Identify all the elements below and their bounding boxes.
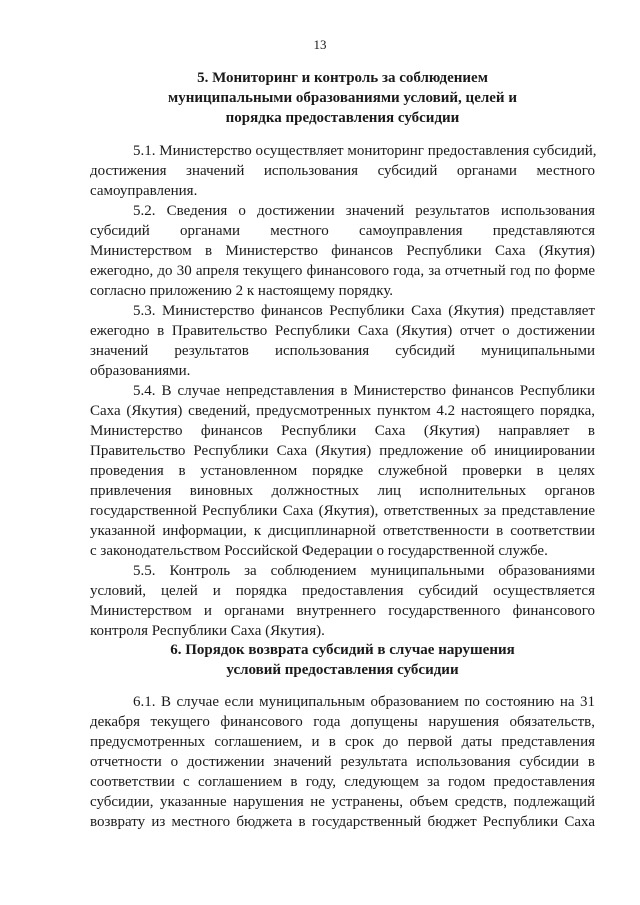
section-5-body — [90, 141, 595, 641]
paragraph-line: отчетности о достижении значений результата использования субсидии в — [90, 754, 595, 770]
paragraph-line: значений результатов использования субсидий муниципальными — [90, 343, 595, 359]
heading-line: 6. Порядок возврата субсидий в случае нарушения — [170, 642, 515, 658]
paragraph-line: соответствии с соглашением в году, следующем за годом предоставления — [90, 774, 595, 790]
paragraph-line: образованиями. — [90, 363, 191, 379]
paragraph-line: 5.3. Министерство финансов Республики Саха (Якутия) представляет — [133, 303, 595, 319]
paragraph-line: Министерство финансов Республики Саха (Якутия) направляет в — [90, 423, 595, 439]
paragraph-line: декабря текущего финансового года допущены нарушения обязательств, — [90, 714, 595, 730]
heading-line: условий предоставления субсидии — [226, 662, 459, 678]
section-6-heading — [90, 640, 595, 680]
paragraph-line: контроля Республики Саха (Якутия). — [90, 623, 325, 639]
paragraph-line: указанной информации, к дисциплинарной ответственности в соответствии — [90, 523, 595, 539]
paragraph-line: субсидии, указанные нарушения не устранены, объем средств, подлежащий — [90, 794, 595, 810]
section-5-heading — [90, 68, 595, 128]
paragraph-line: 5.4. В случае непредставления в Министерство финансов Республики — [133, 383, 595, 399]
paragraph-line: 5.5. Контроль за соблюдением муниципальными образованиями — [133, 563, 595, 579]
heading-line: 5. Мониторинг и контроль за соблюдением — [197, 70, 488, 86]
heading-line: порядка предоставления субсидии — [225, 110, 460, 126]
paragraph-line: проведения в установленном порядке служебной проверки в целях — [90, 463, 595, 479]
paragraph-line: Министерством и органами внутреннего государственного финансового — [90, 603, 595, 619]
page-number: 13 — [313, 37, 327, 52]
paragraph-line: условий, целей и порядка предоставления субсидий осуществляется — [90, 583, 595, 599]
paragraph-line: 5.2. Сведения о достижении значений результатов использования — [133, 203, 595, 219]
paragraph-line: ежегодно, до 30 апреля текущего финансового года, за отчетный год по форме — [90, 263, 595, 279]
paragraph-line: самоуправления. — [90, 183, 198, 199]
heading-line: муниципальными образованиями условий, целей и — [168, 90, 517, 106]
paragraph-line: Правительство Республики Саха (Якутия) предложение об инициировании — [90, 443, 595, 459]
paragraph-line: достижения значений использования субсидий органами местного — [90, 163, 595, 179]
paragraph-line: предусмотренных соглашением, и в срок до первой даты представления — [90, 734, 595, 750]
paragraph-line: государственной Республики Саха (Якутия), ответственных за представление — [90, 503, 595, 519]
section-6-body — [90, 692, 595, 832]
paragraph-line: возврату из местного бюджета в государственный бюджет Республики Саха — [90, 814, 595, 830]
paragraph-line: субсидий органами местного самоуправления представляются — [90, 223, 595, 239]
paragraph-line: 6.1. В случае если муниципальным образованием по состоянию на 31 — [133, 694, 595, 710]
paragraph-line: согласно приложению 2 к настоящему порядку. — [90, 283, 394, 299]
paragraph-line: Саха (Якутия) сведений, предусмотренных пунктом 4.2 настоящего порядка, — [90, 403, 595, 419]
paragraph-line: ежегодно в Правительство Республики Саха (Якутия) отчет о достижении — [90, 323, 595, 339]
paragraph-line: привлечения виновных должностных лиц исполнительных органов — [90, 483, 595, 499]
paragraph-line: с законодательством Российской Федерации о государственной службе. — [90, 543, 548, 559]
paragraph-line: 5.1. Министерство осуществляет мониторинг предоставления субсидий, — [133, 143, 597, 159]
paragraph-line: Министерством в Министерство финансов Республики Саха (Якутия) — [90, 243, 595, 259]
